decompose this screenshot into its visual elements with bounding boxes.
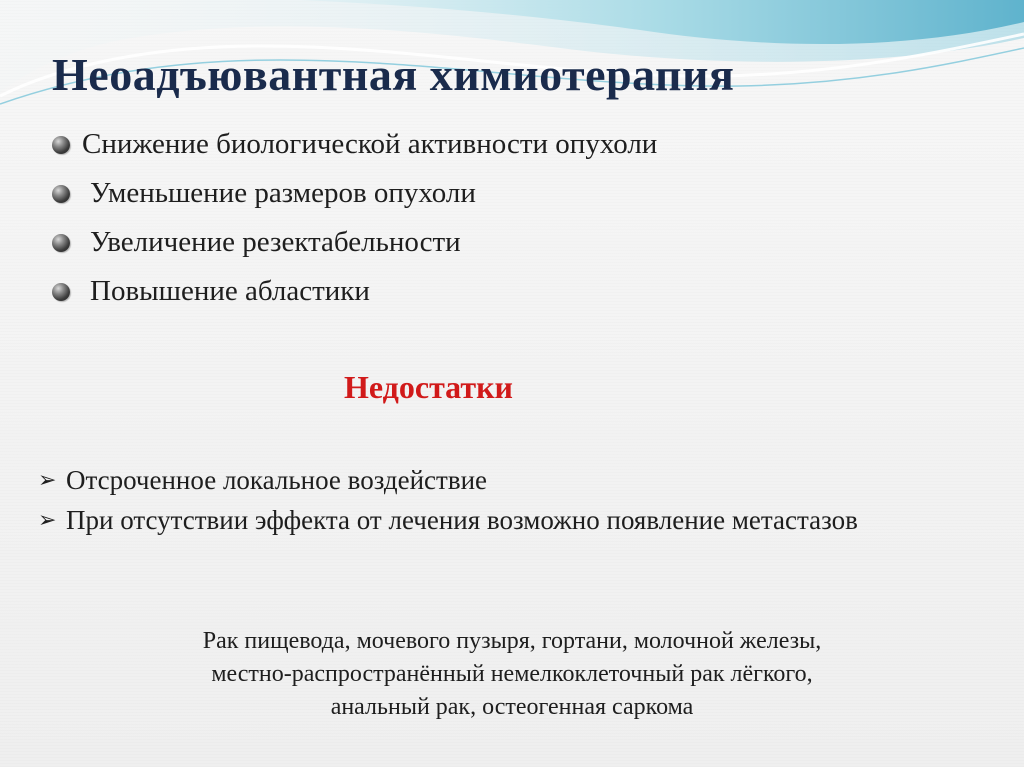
disadvantages-list <box>38 460 858 540</box>
list-item <box>52 169 657 218</box>
disadvantages-heading: Недостатки <box>344 369 513 405</box>
advantages-list <box>52 120 657 316</box>
advantage-text: Снижение биологической активности опухоли <box>82 128 658 160</box>
sphere-bullet-icon <box>52 136 70 154</box>
advantage-text: Увеличение резектабельности <box>90 226 461 258</box>
sphere-bullet-icon <box>52 234 70 252</box>
indications-line: местно-распространённый немелкоклеточный рак лёгкого, <box>211 661 813 687</box>
advantage-text: Уменьшение размеров опухоли <box>90 177 476 209</box>
sphere-bullet-icon <box>52 283 70 301</box>
sphere-bullet-icon <box>52 185 70 203</box>
indications-line: анальный рак, остеогенная саркома <box>330 694 694 720</box>
slide-title: Неоадъювантная химиотерапия <box>52 49 735 100</box>
arrowhead-bullet-icon: ➢ <box>38 507 57 533</box>
arrowhead-bullet-icon: ➢ <box>38 467 57 493</box>
list-item <box>52 267 657 316</box>
indications-line: Рак пищевода, мочевого пузыря, гортани, молочной железы, <box>202 628 822 654</box>
advantage-text: Повышение абластики <box>90 275 370 307</box>
list-item <box>38 460 858 500</box>
list-item <box>52 120 657 169</box>
list-item <box>38 500 858 540</box>
disadvantage-text: Отсроченное локальное воздействие <box>66 464 488 495</box>
disadvantage-text: При отсутствии эффекта от лечения возможно появление метастазов <box>66 504 858 535</box>
list-item <box>52 218 657 267</box>
indications-block <box>0 625 1024 724</box>
